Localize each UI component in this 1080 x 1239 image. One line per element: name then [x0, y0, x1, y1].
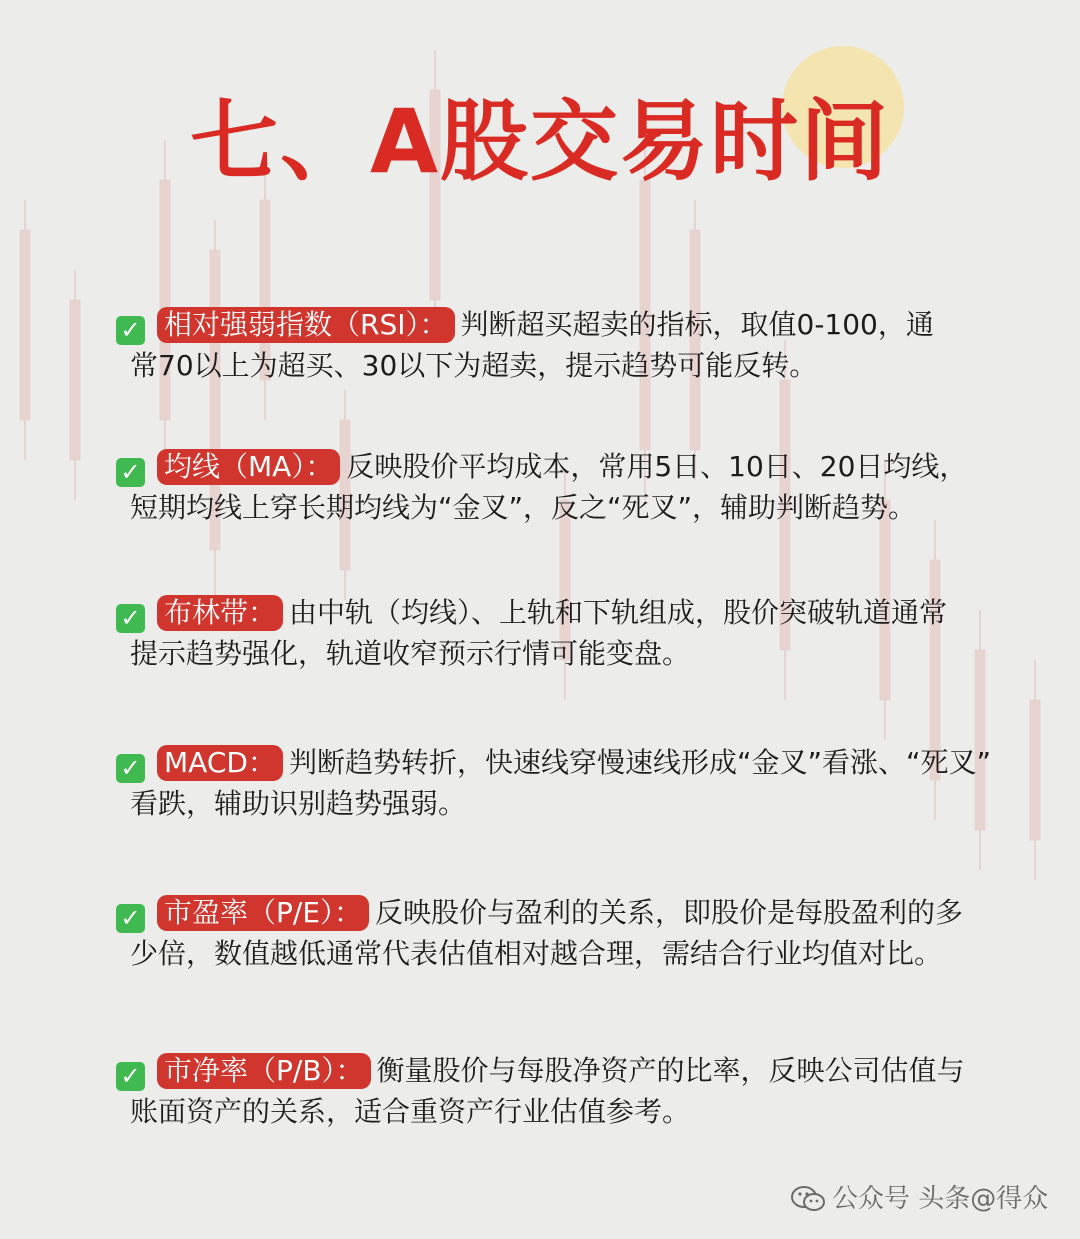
wechat-icon	[790, 1185, 826, 1213]
check-icon: ✓	[116, 754, 145, 783]
item-text-line1: 判断超买超卖的指标，取值0-100，通	[460, 308, 934, 341]
check-icon: ✓	[116, 904, 145, 933]
item-text-line2: 看跌，辅助识别趋势强弱。	[130, 787, 467, 820]
item-text-line2: 提示趋势强化，轨道收窄预示行情可能变盘。	[130, 637, 691, 670]
check-icon: ✓	[116, 316, 145, 345]
item-text-line1: 反映股价平均成本，常用5日、10日、20日均线，	[346, 450, 968, 483]
list-item-ma	[116, 446, 1016, 528]
list-item-bollinger	[116, 592, 1016, 674]
item-tag: 市盈率（P/E）：	[157, 895, 369, 931]
list-item-macd	[116, 742, 1016, 824]
item-tag: 市净率（P/B）：	[157, 1053, 371, 1089]
page-title: 七、A股交易时间	[189, 90, 891, 193]
list-item-pe	[116, 892, 1016, 974]
list-item-pb	[116, 1050, 1016, 1132]
watermark-text: 公众号 头条@得众	[832, 1184, 1049, 1214]
item-text-line1: 由中轨（均线）、上轨和下轨组成，股价突破轨道通常	[289, 596, 948, 629]
item-text-line1: 衡量股价与每股净资产的比率，反映公司估值与	[376, 1054, 965, 1087]
check-icon: ✓	[116, 604, 145, 633]
item-tag: 相对强弱指数（RSI）：	[157, 307, 455, 343]
item-text-line2: 少倍，数值越低通常代表估值相对越合理，需结合行业均值对比。	[130, 937, 943, 970]
item-text-line1: 反映股价与盈利的关系，即股价是每股盈利的多	[375, 896, 964, 929]
item-text-line1: 判断趋势转折，快速线穿慢速线形成“金叉”看涨、“死叉”	[288, 746, 991, 779]
item-tag: MACD：	[157, 745, 283, 781]
check-icon: ✓	[116, 458, 145, 487]
item-text-line2: 常70以上为超买、30以下为超卖，提示趋势可能反转。	[130, 349, 818, 382]
check-icon: ✓	[116, 1062, 145, 1091]
watermark	[790, 1178, 1048, 1215]
list-item-rsi	[116, 304, 1016, 386]
item-tag: 均线（MA）：	[157, 449, 340, 485]
item-text-line2: 账面资产的关系，适合重资产行业估值参考。	[130, 1095, 691, 1128]
item-tag: 布林带：	[157, 595, 283, 631]
item-text-line2: 短期均线上穿长期均线为“金叉”，反之“死叉”，辅助判断趋势。	[130, 491, 917, 524]
